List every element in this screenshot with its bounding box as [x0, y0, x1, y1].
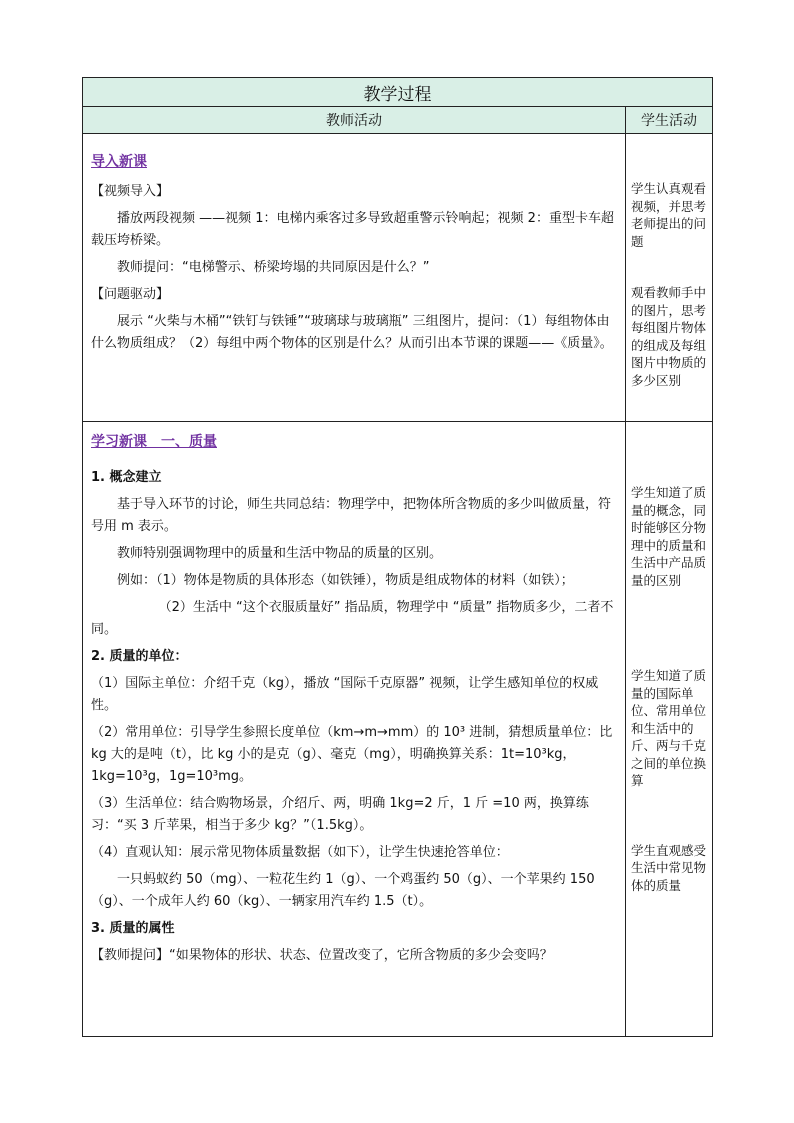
- learn-student-cell: [626, 422, 713, 1037]
- units-p2: （2）常用单位：引导学生参照长度单位（km→m→mm）的 10³ 进制，猜想质量单位：比 kg 大的是吨（t），比 kg 小的是克（g）、毫克（mg），明确换算关系：1t=10³kg，1kg=10³g，1g=10³mg。: [91, 725, 613, 784]
- teacher-activity-header: 教师活动: [83, 107, 626, 134]
- student-note-2: 观看教师手中的图片，思考每组图片物体的组成及每组图片中物质的多少区别: [631, 285, 707, 388]
- property-title: 3. 质量的属性: [91, 921, 175, 936]
- concept-p1: 基于导入环节的讨论，师生共同总结：物理学中，把物体所含物质的多少叫做质量，符号用 m 表示。: [91, 497, 612, 534]
- table-title: 教学过程: [83, 78, 713, 107]
- student-note-5: 学生直观感受生活中常见物体的质量: [631, 842, 707, 893]
- question-text: 教师提问：“电梯警示、桥梁垮塌的共同原因是什么？”: [117, 260, 430, 275]
- intro-heading: 导入新课: [91, 154, 147, 170]
- drive-label: 【问题驱动】: [91, 287, 170, 302]
- concept-p3: 例如：（1）物体是物质的具体形态（如铁锤），物质是组成物体的材料（如铁）；: [117, 573, 574, 588]
- units-p4: （4）直观认知：展示常见物体质量数据（如下），让学生快速抢答单位：: [91, 845, 509, 860]
- intro-student-cell: [626, 134, 713, 422]
- intro-teacher-cell: [83, 134, 626, 422]
- units-p5: 一只蚂蚁约 50（mg）、一粒花生约 1（g）、一个鸡蛋约 50（g）、一个苹果约 150（g）、一个成年人约 60（kg）、一辆家用汽车约 1.5（t）。: [91, 872, 595, 909]
- video-text: 播放两段视频 ——视频 1：电梯内乘客过多导致超重警示铃响起；视频 2：重型卡车超载压垮桥梁。: [91, 211, 614, 248]
- units-p1: （1）国际主单位：介绍千克（kg），播放 “国际千克原器” 视频，让学生感知单位的权威性。: [91, 676, 599, 713]
- student-note-4: 学生知道了质量的国际单位、常用单位和生活中的斤、两与千克之间的单位换算: [631, 668, 707, 788]
- concept-p2: 教师特别强调物理中的质量和生活中物品的质量的区别。: [117, 546, 443, 561]
- units-p3: （3）生活单位：结合购物场景，介绍斤、两，明确 1kg=2 斤，1 斤 =10 两，换算练习：“买 3 斤苹果，相当于多少 kg？”（1.5kg）。: [91, 796, 589, 833]
- teaching-process-table: [82, 77, 713, 1037]
- concept-title: 1. 概念建立: [91, 470, 162, 485]
- video-label: 【视频导入】: [91, 184, 170, 199]
- student-activity-header: 学生活动: [626, 107, 713, 134]
- units-title: 2. 质量的单位：: [91, 649, 188, 664]
- learn-heading: 学习新课 一、质量: [91, 434, 217, 450]
- drive-text: 展示 “火柴与木桶”“铁钉与铁锤”“玻璃球与玻璃瓶” 三组图片，提问：（1）每组物体由什么物质组成？（2）每组中两个物体的区别是什么？从而引出本节课的课题——《质量》。: [91, 314, 613, 351]
- student-note-3: 学生知道了质量的概念，同时能够区分物理中的质量和生活中产品质量的区别: [631, 485, 707, 588]
- concept-p4: （2）生活中 “这个衣服质量好” 指品质，物理学中 “质量” 指物质多少，二者不同。: [91, 600, 614, 637]
- property-p1: 【教师提问】“如果物体的形状、状态、位置改变了，它所含物质的多少会变吗？: [91, 948, 553, 963]
- learn-teacher-cell: [83, 422, 626, 1037]
- student-note-1: 学生认真观看视频，并思考老师提出的问题: [631, 181, 707, 249]
